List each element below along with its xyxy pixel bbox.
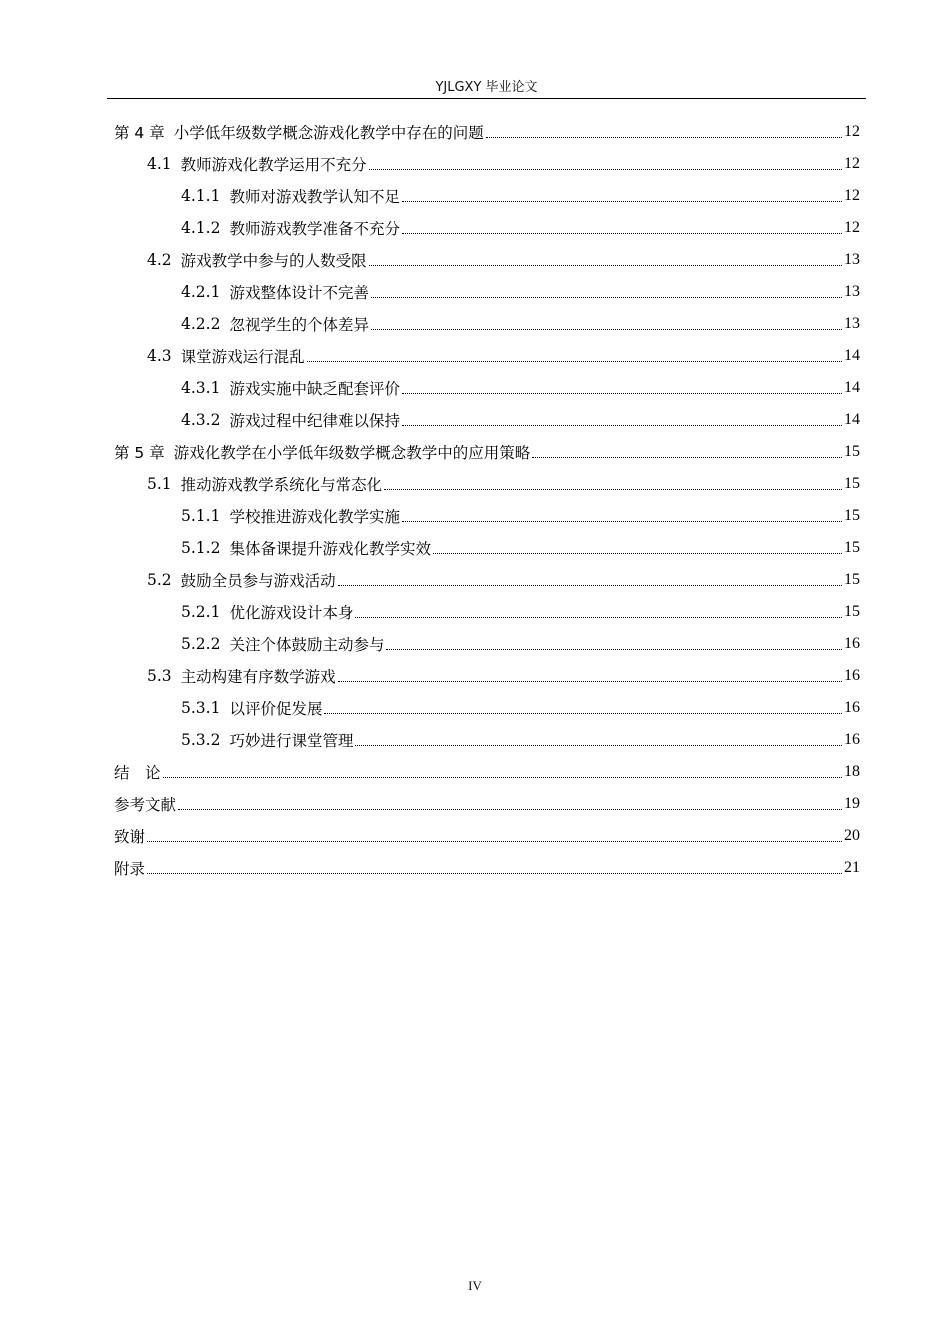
header-divider [107, 98, 866, 99]
toc-entry-page: 18 [844, 763, 860, 780]
toc-dot-leader [147, 840, 842, 842]
toc-entry-number: 5.1.2 [181, 539, 221, 557]
toc-entry-number: 5.3.2 [181, 731, 221, 749]
toc-dot-leader [163, 776, 842, 778]
toc-entry-page: 13 [844, 251, 860, 268]
toc-entry-title: 以评价促发展 [229, 700, 323, 718]
toc-entry-page: 13 [844, 315, 860, 332]
toc-entry-title: 鼓励全员参与游戏活动 [180, 572, 336, 590]
toc-entry-number: 4.1 [147, 155, 172, 173]
toc-dot-leader [369, 264, 842, 266]
toc-dot-leader [402, 232, 842, 234]
toc-entry[interactable] [114, 212, 860, 244]
toc-entry-page: 21 [844, 859, 860, 876]
toc-entry-number: 5.1 [147, 475, 172, 493]
toc-dot-leader [324, 712, 842, 714]
toc-entry[interactable] [114, 788, 860, 820]
toc-entry-page: 12 [844, 155, 860, 172]
toc-entry[interactable] [114, 756, 860, 788]
toc-dot-leader [338, 584, 842, 586]
toc-dot-leader [355, 616, 842, 618]
toc-entry[interactable] [114, 500, 860, 532]
toc-entry-number: 4.3.2 [181, 411, 221, 429]
toc-dot-leader [307, 360, 842, 362]
toc-entry-title: 忽视学生的个体差异 [229, 316, 369, 334]
toc-entry[interactable] [114, 372, 860, 404]
toc-entry-title: 小学低年级数学概念游戏化教学中存在的问题 [173, 124, 484, 142]
toc-dot-leader [178, 808, 842, 810]
toc-entry[interactable] [114, 564, 860, 596]
toc-entry-title: 推动游戏教学系统化与常态化 [180, 476, 383, 494]
toc-entry-title: 教师游戏教学准备不充分 [229, 220, 400, 238]
toc-entry-number: 5.3.1 [181, 699, 221, 717]
page-header: YJLGXY 毕业论文 [435, 80, 538, 95]
toc-entry[interactable] [114, 308, 860, 340]
toc-entry-title: 优化游戏设计本身 [229, 604, 354, 622]
toc-entry-title: 游戏整体设计不完善 [229, 284, 369, 302]
toc-entry-title: 学校推进游戏化教学实施 [229, 508, 400, 526]
toc-entry-number: 4.3.1 [181, 379, 221, 397]
toc-dot-leader [486, 136, 842, 138]
toc-entry-number: 4.2.1 [181, 283, 221, 301]
toc-entry-number: 4.1.1 [181, 187, 221, 205]
toc-entry-page: 15 [844, 507, 860, 524]
toc-entry-page: 20 [844, 827, 860, 844]
toc-entry[interactable] [114, 852, 860, 884]
toc-entry[interactable] [114, 116, 860, 148]
toc-entry[interactable] [114, 244, 860, 276]
toc-entry-number: 5.2.2 [181, 635, 221, 653]
toc-entry-number: 5.2 [147, 571, 172, 589]
toc-entry-page: 16 [844, 699, 860, 716]
toc-entry[interactable] [114, 532, 860, 564]
toc-entry[interactable] [114, 596, 860, 628]
toc-entry[interactable] [114, 724, 860, 756]
toc-entry-page: 14 [844, 379, 860, 396]
toc-entry-page: 15 [844, 443, 860, 460]
toc-dot-leader [402, 200, 842, 202]
toc-dot-leader [371, 296, 842, 298]
toc-entry-number: 5.2.1 [181, 603, 221, 621]
toc-entry-title: 附录 [114, 860, 146, 878]
page-number: IV [468, 1278, 482, 1293]
toc-entry-title: 集体备课提升游戏化教学实效 [229, 540, 431, 558]
toc-entry-page: 15 [844, 571, 860, 588]
toc-dot-leader [147, 872, 842, 874]
toc-entry-page: 15 [844, 475, 860, 492]
toc-entry-title: 主动构建有序数学游戏 [180, 668, 336, 686]
toc-dot-leader [386, 648, 842, 650]
toc-entry-page: 16 [844, 667, 860, 684]
toc-dot-leader [371, 328, 842, 330]
toc-entry-title: 游戏过程中纪律难以保持 [229, 412, 400, 430]
toc-entry[interactable] [114, 404, 860, 436]
toc-entry-title: 巧妙进行课堂管理 [229, 732, 354, 750]
toc-entry[interactable] [114, 276, 860, 308]
toc-entry-title: 游戏实施中缺乏配套评价 [229, 380, 400, 398]
toc-entry-title: 致谢 [114, 828, 146, 846]
toc-entry-title: 参考文献 [114, 796, 177, 814]
toc-dot-leader [433, 552, 842, 554]
toc-entry-page: 12 [844, 123, 860, 140]
toc-entry[interactable] [114, 660, 860, 692]
toc-entry-number: 5.1.1 [181, 507, 221, 525]
toc-entry-page: 12 [844, 219, 860, 236]
toc-dot-leader [402, 392, 842, 394]
toc-entry-page: 15 [844, 539, 860, 556]
toc-entry-number: 4.2 [147, 251, 172, 269]
toc-entry-page: 15 [844, 603, 860, 620]
toc-entry-title: 游戏化教学在小学低年级数学概念教学中的应用策略 [173, 444, 531, 462]
toc-entry[interactable] [114, 180, 860, 212]
toc-entry-title: 教师游戏化教学运用不充分 [180, 156, 367, 174]
toc-entry[interactable] [114, 628, 860, 660]
toc-dot-leader [369, 168, 842, 170]
toc-entry-title: 课堂游戏运行混乱 [180, 348, 305, 366]
toc-entry-number: 第 5 章 [114, 444, 165, 462]
toc-entry-page: 12 [844, 187, 860, 204]
toc-entry-number: 4.2.2 [181, 315, 221, 333]
toc-entry[interactable] [114, 340, 860, 372]
toc-entry-page: 16 [844, 731, 860, 748]
toc-entry-number: 4.1.2 [181, 219, 221, 237]
toc-entry-title: 结 论 [114, 764, 161, 782]
toc-entry-page: 16 [844, 635, 860, 652]
toc-entry-page: 13 [844, 283, 860, 300]
toc-dot-leader [384, 488, 842, 490]
toc-entry[interactable] [114, 692, 860, 724]
toc-dot-leader [355, 744, 842, 746]
toc-entry-page: 14 [844, 347, 860, 364]
table-of-contents [114, 116, 860, 884]
toc-entry-page: 14 [844, 411, 860, 428]
toc-entry-title: 教师对游戏教学认知不足 [229, 188, 400, 206]
toc-entry-title: 游戏教学中参与的人数受限 [180, 252, 367, 270]
toc-entry[interactable] [114, 148, 860, 180]
toc-dot-leader [338, 680, 842, 682]
toc-entry-number: 4.3 [147, 347, 172, 365]
toc-dot-leader [532, 456, 842, 458]
toc-entry[interactable] [114, 468, 860, 500]
toc-entry[interactable] [114, 820, 860, 852]
toc-entry-number: 5.3 [147, 667, 172, 685]
toc-dot-leader [402, 424, 842, 426]
toc-dot-leader [402, 520, 842, 522]
toc-entry-page: 19 [844, 795, 860, 812]
toc-entry-number: 第 4 章 [114, 124, 165, 142]
toc-entry-title: 关注个体鼓励主动参与 [229, 636, 385, 654]
toc-entry[interactable] [114, 436, 860, 468]
